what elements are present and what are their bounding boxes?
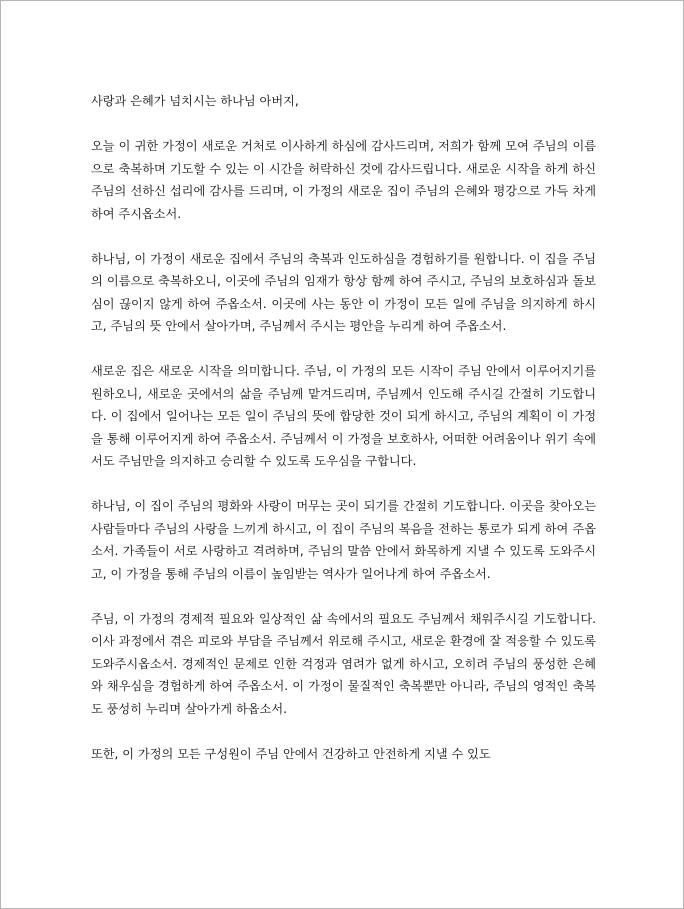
provision-paragraph: 주님, 이 가정의 경제적 필요와 일상적인 삶 속에서의 필요도 주님께서 채워주시길 기도합니다. 이사 과정에서 겪은 피로와 부담을 주님께서 위로해 주시고, 새로운 환경에 잘 적응할 수 있도록 도와주시옵소서. 경제적인 문제로 인한 걱정과 염려가 없게 하시고, 오히려 주님의 풍성한 은혜와 채우심을 경험하게 하여 주옵소서. 이 가정이 물질적인 축복뿐만 아니라, 주님의 영적인 축복도 풍성히 누리며 살아가게 하옵소서. [91,611,596,716]
new-beginning-paragraph: 새로운 집은 새로운 시작을 의미합니다. 주님, 이 가정의 모든 시작이 주님 안에서 이루어지기를 원하오니, 새로운 곳에서의 삶을 주님께 맡겨드리며, 주님께서 인도해 주시길 간절히 기도합니다. 이 집에서 일어나는 모든 일이 주님의 뜻에 합당한 것이 되게 하시고, 주님의 계획이 이 가정을 통해 이루어지게 하여 주옵소서. 주님께서 이 가정을 보호하사, 어떠한 어려움이나 위기 속에서도 주님만을 의지하고 승리할 수 있도록 도우심을 구합니다. [91,364,596,468]
greeting-paragraph: 사랑과 은혜가 넘치시는 하나님 아버지, [91,94,299,108]
document-body [91,90,596,765]
health-safety-paragraph: 또한, 이 가정의 모든 구성원이 주님 안에서 건강하고 안전하게 지낼 수 있도 [91,746,491,761]
thanksgiving-paragraph: 오늘 이 귀한 가정이 새로운 거처로 이사하게 하심에 감사드리며, 저희가 함께 모여 주님의 이름으로 축복하며 기도할 수 있는 이 시간을 허락하신 것에 감사드립니다. 새로운 시작을 하게 하신 주님의 선하신 섭리에 감사를 드리며, 이 가정의 새로운 집이 주님의 은혜와 평강으로 가득 차게 하여 주시옵소서. [91,139,596,221]
peace-love-paragraph: 하나님, 이 집이 주님의 평화와 사랑이 머무는 곳이 되기를 간절히 기도합니다. 이곳을 찾아오는 사람들마다 주님의 사랑을 느끼게 하시고, 이 집이 주님의 복음을 전하는 통로가 되게 하여 주옵소서. 가족들이 서로 사랑하고 격려하며, 주님의 말씀 안에서 화목하게 지낼 수 있도록 도와주시고, 이 가정을 통해 주님의 이름이 높임받는 역사가 일어나게 하여 주옵소서. [91,499,596,581]
blessing-paragraph: 하나님, 이 가정이 새로운 집에서 주님의 축복과 인도하심을 경험하기를 원합니다. 이 집을 주님의 이름으로 축복하오니, 이곳에 주님의 임재가 항상 함께 하여 주시고, 주님의 보호하심과 돌보심이 끊이지 않게 하여 주옵소서. 이곳에 사는 동안 이 가정이 모든 일에 주님을 의지하게 하시고, 주님의 뜻 안에서 살아가며, 주님께서 주시는 평안을 누리게 하여 주옵소서. [91,251,596,333]
